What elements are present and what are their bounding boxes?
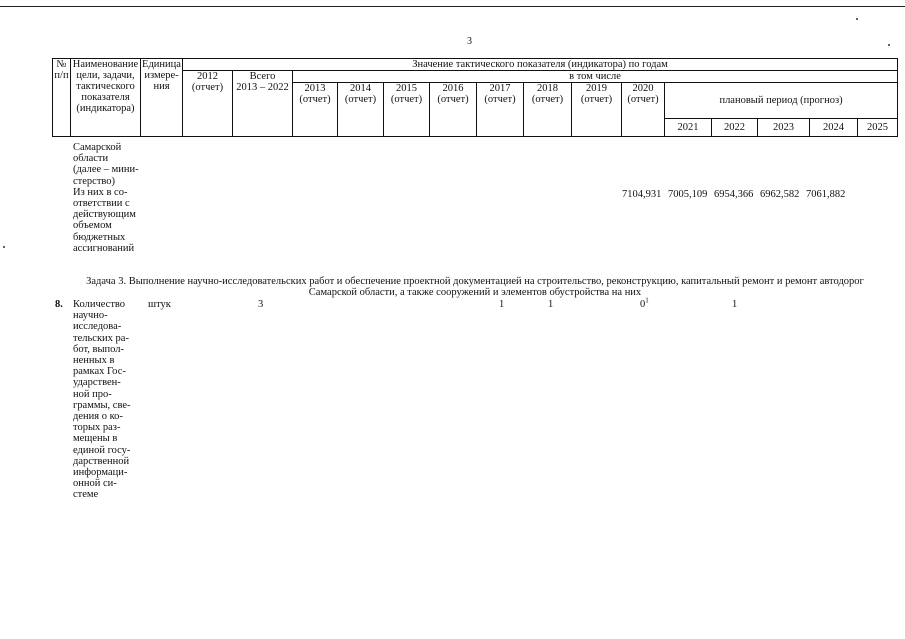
year-2013-note: (отчет) xyxy=(299,94,331,105)
row8-value-2018: 1 xyxy=(548,299,554,310)
year-2021-header: 2021 xyxy=(665,119,712,137)
total-range: 2013 – 2022 xyxy=(236,82,289,93)
values-title: Значение тактического показателя (индикатора) по годам xyxy=(183,59,898,71)
row8-line-5: бот, выпол- xyxy=(73,343,124,355)
cont-line-7: действующим xyxy=(73,209,136,221)
cont-line-4: стерство) xyxy=(73,175,116,187)
cont-line-5: Из них в со- xyxy=(73,186,128,198)
row8-value-2020-number: 0 xyxy=(640,299,646,310)
row8-line-4: тельских ра- xyxy=(73,332,129,344)
row8-line-15: дарственной xyxy=(73,455,130,467)
row8-value-2020 xyxy=(640,296,649,310)
row8-line-1: Количество xyxy=(73,299,126,310)
row8-line-10: граммы, све- xyxy=(73,399,131,411)
scan-border-line xyxy=(0,6,905,7)
row8-number: 8. xyxy=(55,299,63,310)
page-number: 3 xyxy=(467,36,472,47)
year-2014: 2014 xyxy=(350,83,371,94)
name-header-l5: (индикатора) xyxy=(76,103,135,114)
row8-total: 3 xyxy=(258,299,264,310)
unit-header-l2: измере- xyxy=(144,70,179,81)
year-2017-note: (отчет) xyxy=(484,94,516,105)
cont-value-2021: 7005,109 xyxy=(668,189,708,200)
name-header-l1: Наименование xyxy=(72,59,139,70)
year-2022-header: 2022 xyxy=(712,119,758,137)
row8-line-18: стеме xyxy=(73,489,99,501)
continuation-name xyxy=(73,142,139,254)
scan-speck xyxy=(888,44,890,46)
row8-line-17: онной си- xyxy=(73,478,117,490)
name-header-l2: цели, задачи, xyxy=(76,70,135,81)
row8-line-11: дения о ко- xyxy=(73,411,123,423)
total-header xyxy=(233,71,293,137)
row8-line-13: мещены в xyxy=(73,433,118,445)
year-2016: 2016 xyxy=(442,83,464,94)
year-2020-note: (отчет) xyxy=(627,94,659,105)
row8-line-6: ненных в xyxy=(73,355,115,367)
cont-line-6: ответствии с xyxy=(73,198,130,210)
year-2013: 2013 xyxy=(304,83,326,94)
task3-heading xyxy=(70,276,880,298)
year-2018: 2018 xyxy=(537,83,558,94)
year-2015-note: (отчет) xyxy=(390,94,423,105)
row8-value-2017: 1 xyxy=(499,299,505,310)
header-table xyxy=(52,58,898,137)
year-2025-header: 2025 xyxy=(858,119,898,137)
cont-value-2023: 6962,582 xyxy=(760,189,800,200)
row8-line-2: научно- xyxy=(73,310,108,322)
row8-value-2022: 1 xyxy=(732,299,738,310)
name-header xyxy=(71,59,141,137)
row8-line-9: ной про- xyxy=(73,388,112,400)
year-2012-label: 2012 xyxy=(197,71,218,82)
row8-line-16: информаци- xyxy=(73,467,128,479)
row8-line-7: рамках Гос- xyxy=(73,366,126,378)
scan-speck xyxy=(856,18,858,20)
name-header-l3: тактического xyxy=(76,81,135,92)
year-2015-header xyxy=(384,83,430,137)
year-2017-header xyxy=(477,83,524,137)
num-header-l1: № xyxy=(56,59,67,70)
cont-value-2022: 6954,366 xyxy=(714,189,754,200)
year-2024-header: 2024 xyxy=(810,119,858,137)
year-2013-header xyxy=(293,83,338,137)
year-2019-note: (отчет) xyxy=(580,94,613,105)
year-2014-header xyxy=(338,83,384,137)
row8-line-12: торых раз- xyxy=(73,422,121,434)
row8-line-14: единой госу- xyxy=(73,444,131,456)
total-label: Всего xyxy=(249,71,276,82)
row8-footnote-mark: 1 xyxy=(645,296,649,305)
year-2014-note: (отчет) xyxy=(344,94,377,105)
row8-unit: штук xyxy=(148,299,171,310)
year-2023-header: 2023 xyxy=(758,119,810,137)
year-2018-note: (отчет) xyxy=(531,94,564,105)
cont-value-2020: 7104,931 xyxy=(622,189,662,200)
row8-line-3: исследова- xyxy=(73,321,122,333)
name-header-l4: показателя xyxy=(81,92,130,103)
unit-header xyxy=(141,59,183,137)
num-header xyxy=(53,59,71,137)
task3-line-2: Самарской области, а также сооружений и элементов обустройства на них xyxy=(308,287,642,298)
year-2015: 2015 xyxy=(396,83,417,94)
unit-header-l1: Единица xyxy=(142,59,181,70)
cont-line-8: объемом xyxy=(73,220,112,232)
year-2018-header xyxy=(524,83,572,137)
unit-header-l3: ния xyxy=(153,81,170,92)
plan-period-header: плановый период (прогноз) xyxy=(665,83,898,119)
year-2016-note: (отчет) xyxy=(437,94,469,105)
cont-line-10: ассигнований xyxy=(73,242,135,254)
year-2017: 2017 xyxy=(489,83,511,94)
num-header-l2: п/п xyxy=(54,70,69,81)
row8-name xyxy=(73,299,131,501)
scan-speck xyxy=(3,246,5,248)
cont-value-2024: 7061,882 xyxy=(806,189,846,200)
year-2020-header xyxy=(622,83,665,137)
task3-line-1: Задача 3. Выполнение научно-исследовательских работ и обеспечение проектной документацией на строительство, реконструкцию, капитальный ремонт и ремонт автодорог xyxy=(86,276,864,287)
including-header: в том числе xyxy=(293,71,898,83)
year-2012-header xyxy=(183,71,233,137)
cont-line-2: области xyxy=(73,153,109,165)
year-2019: 2019 xyxy=(586,83,607,94)
cont-line-3: (далее – мини- xyxy=(73,164,139,176)
cont-line-9: бюджетных xyxy=(73,231,126,243)
year-2019-header xyxy=(572,83,622,137)
year-2016-header xyxy=(430,83,477,137)
row8-line-8: ударствен- xyxy=(73,377,121,389)
cont-line-1: Самарской xyxy=(73,142,122,153)
year-2020: 2020 xyxy=(632,83,654,94)
year-2012-note: (отчет) xyxy=(191,82,224,93)
